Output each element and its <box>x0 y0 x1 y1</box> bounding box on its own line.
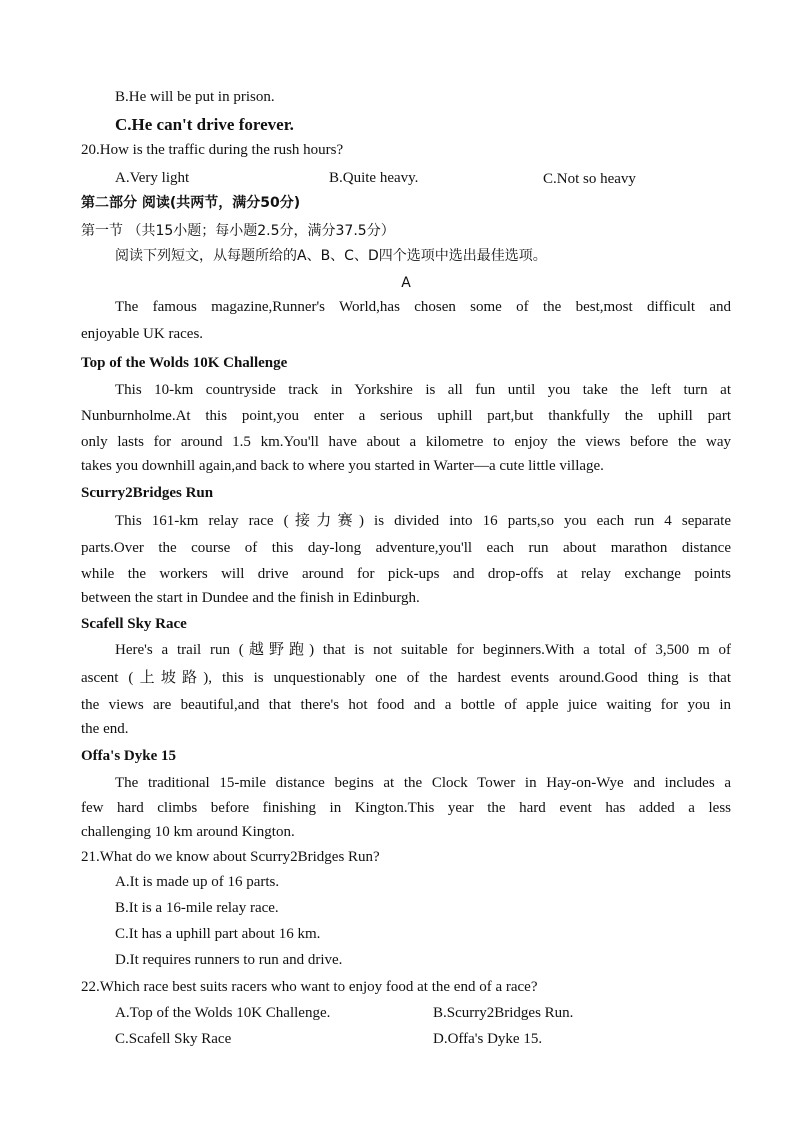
race4-title: Offa's Dyke 15 <box>81 748 176 764</box>
race3-title: Scafell Sky Race <box>81 616 187 632</box>
q21-option-b: B.It is a 16-mile relay race. <box>115 900 279 916</box>
q21-stem: 21.What do we know about Scurry2Bridges Run? <box>81 849 380 865</box>
race4-line-2: few hard climbs before finishing in Kington.This year the hard event has added a less <box>81 800 731 816</box>
race2-line-4: between the start in Dundee and the finish in Edinburgh. <box>81 590 420 606</box>
q22-option-c: C.Scafell Sky Race <box>115 1031 232 1047</box>
reading-instruction: 阅读下列短文，从每题所给的A、B、C、D四个选项中选出最佳选项。 <box>115 248 547 264</box>
q22-option-b: B.Scurry2Bridges Run. <box>433 1005 574 1021</box>
q22-option-a: A.Top of the Wolds 10K Challenge. <box>115 1005 331 1021</box>
race3-line-4: the end. <box>81 721 129 737</box>
q22-option-d: D.Offa's Dyke 15. <box>433 1031 543 1047</box>
race1-line-3: only lasts for around 1.5 km.You'll have about a kilometre to enjoy the views before the way <box>81 434 731 450</box>
race2-line-3: while the workers will drive around for pick-ups and drop-offs at relay exchange points <box>81 566 731 582</box>
race2-title: Scurry2Bridges Run <box>81 485 214 501</box>
race4-line-3: challenging 10 km around Kington. <box>81 824 295 840</box>
passage-label: A <box>401 275 411 291</box>
race1-line-2: Nunburnholme.At this point,you enter a serious uphill part,but thankfully the uphill part <box>81 408 731 424</box>
race1-line-1: This 10-km countryside track in Yorkshire is all fun until you take the left turn at <box>115 382 731 398</box>
race1-line-4: takes you downhill again,and back to where you started in Warter—a cute little village. <box>81 458 604 474</box>
race3-line-3: the views are beautiful,and that there's hot food and a bottle of apple juice waiting for you in <box>81 697 731 713</box>
q21-option-a: A.It is made up of 16 parts. <box>115 874 280 890</box>
intro-line-1: The famous magazine,Runner's World,has chosen some of the best,most difficult and <box>115 299 731 315</box>
q21-option-d: D.It requires runners to run and drive. <box>115 952 343 968</box>
race2-line-1: This 161-km relay race (接力赛) is divided into 16 parts,so you each run 4 separate <box>115 513 731 529</box>
q22-stem: 22.Which race best suits racers who want to enjoy food at the end of a race? <box>81 979 538 995</box>
race3-line-2: ascent (上坡路), this is unquestionably one of the hardest events around.Good thing is that <box>81 670 731 686</box>
intro-line-2: enjoyable UK races. <box>81 326 204 342</box>
part2-title: 第二部分 阅读(共两节，满分50分) <box>81 195 301 211</box>
race2-line-2: parts.Over the course of this day-long adventure,you'll each run about marathon distance <box>81 540 731 556</box>
q19-option-c: C.He can't drive forever. <box>115 115 294 134</box>
race1-title: Top of the Wolds 10K Challenge <box>81 355 288 371</box>
race3-line-1: Here's a trail run (越野跑) that is not suitable for beginners.With a total of 3,500 m of <box>115 642 731 658</box>
section1-heading: 第一节 （共15小题；每小题2.5分，满分37.5分） <box>81 223 395 239</box>
race4-line-1: The traditional 15-mile distance begins at the Clock Tower in Hay-on-Wye and includes a <box>115 775 731 791</box>
q21-option-c: C.It has a uphill part about 16 km. <box>115 926 321 942</box>
q19-option-b: B.He will be put in prison. <box>115 89 275 105</box>
q20-option-b: B.Quite heavy. <box>329 170 419 186</box>
q20-stem: 20.How is the traffic during the rush hours? <box>81 142 344 158</box>
q20-option-c: C.Not so heavy <box>543 171 636 187</box>
q20-option-a: A.Very light <box>115 170 190 186</box>
